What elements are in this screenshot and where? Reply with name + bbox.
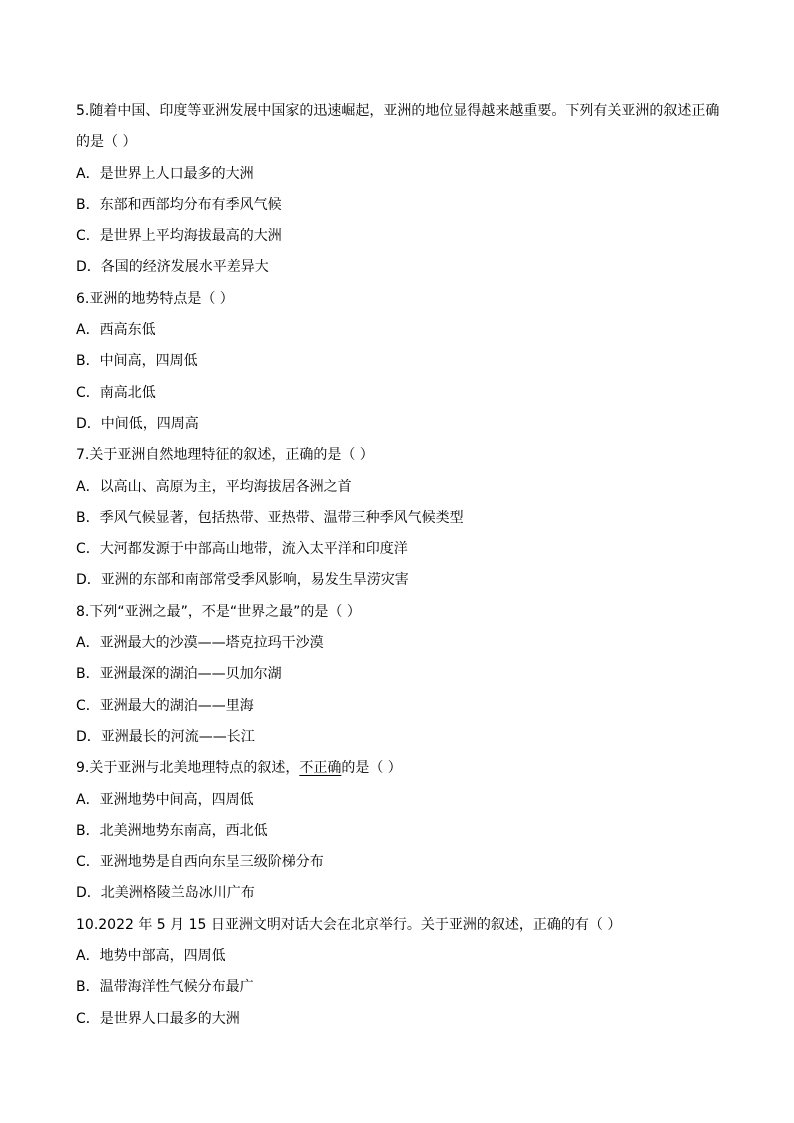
question-5-option-d: D．各国的经济发展水平差异大 — [76, 259, 269, 276]
question-8-stem: 8.下列“亚洲之最”，不是“世界之最”的是（ ） — [76, 603, 361, 620]
question-6-option-c: C．南高北低 — [76, 384, 156, 401]
question-9-stem-before: 9.关于亚洲与北美地理特点的叙述， — [76, 760, 300, 777]
question-10-stem: 10.2022 年 5 月 15 日亚洲文明对话大会在北京举行。关于亚洲的叙述，正确的有（ ） — [76, 916, 622, 933]
question-9-stem-underlined: 不正确 — [299, 760, 342, 777]
question-10-option-c: C．是世界人口最多的大洲 — [76, 1010, 240, 1027]
question-5-option-a: A．是世界上人口最多的大洲 — [76, 165, 254, 182]
question-6-option-d: D．中间低，四周高 — [76, 415, 199, 432]
question-10-option-b: B．温带海洋性气候分布最广 — [76, 979, 254, 996]
question-5-stem: 5.随着中国、印度等亚洲发展中国家的迅速崛起，亚洲的地位显得越来越重要。下列有关亚洲的叙述正确的是（ ） — [76, 103, 720, 151]
question-8-option-d: D．亚洲最长的河流——长江 — [76, 728, 255, 745]
question-9-stem-after: 的是（ ） — [341, 760, 402, 777]
question-9-option-c: C．亚洲地势是自西向东呈三级阶梯分布 — [76, 854, 324, 871]
question-7-option-b: B．季风气候显著，包括热带、亚热带、温带三种季风气候类型 — [76, 509, 464, 526]
question-10-option-a: A．地势中部高，四周低 — [76, 948, 226, 965]
question-7-option-a: A．以高山、高原为主，平均海拔居各洲之首 — [76, 478, 352, 495]
question-5-option-c: C．是世界上平均海拔最高的大洲 — [76, 228, 282, 245]
question-8-option-b: B．亚洲最深的湖泊——贝加尔湖 — [76, 666, 282, 683]
question-9-option-d: D．北美洲格陵兰岛冰川广布 — [76, 885, 255, 902]
question-8-option-a: A．亚洲最大的沙漠——塔克拉玛干沙漠 — [76, 635, 324, 652]
question-7-option-c: C．大河都发源于中部高山地带，流入太平洋和印度洋 — [76, 541, 408, 558]
document-page — [76, 96, 724, 1035]
question-6-option-b: B．中间高，四周低 — [76, 353, 198, 370]
question-9-option-b: B．北美洲地势东南高，西北低 — [76, 822, 268, 839]
question-6-stem: 6.亚洲的地势特点是（ ） — [76, 290, 234, 307]
question-7-option-d: D．亚洲的东部和南部常受季风影响，易发生旱涝灾害 — [76, 572, 409, 589]
question-6-option-a: A．西高东低 — [76, 322, 156, 339]
question-9-stem — [76, 753, 724, 784]
question-7-stem: 7.关于亚洲自然地理特征的叙述，正确的是（ ） — [76, 447, 374, 464]
question-9-option-a: A．亚洲地势中间高，四周低 — [76, 791, 254, 808]
question-5-option-b: B．东部和西部均分布有季风气候 — [76, 196, 282, 213]
question-8-option-c: C．亚洲最大的湖泊——里海 — [76, 697, 254, 714]
